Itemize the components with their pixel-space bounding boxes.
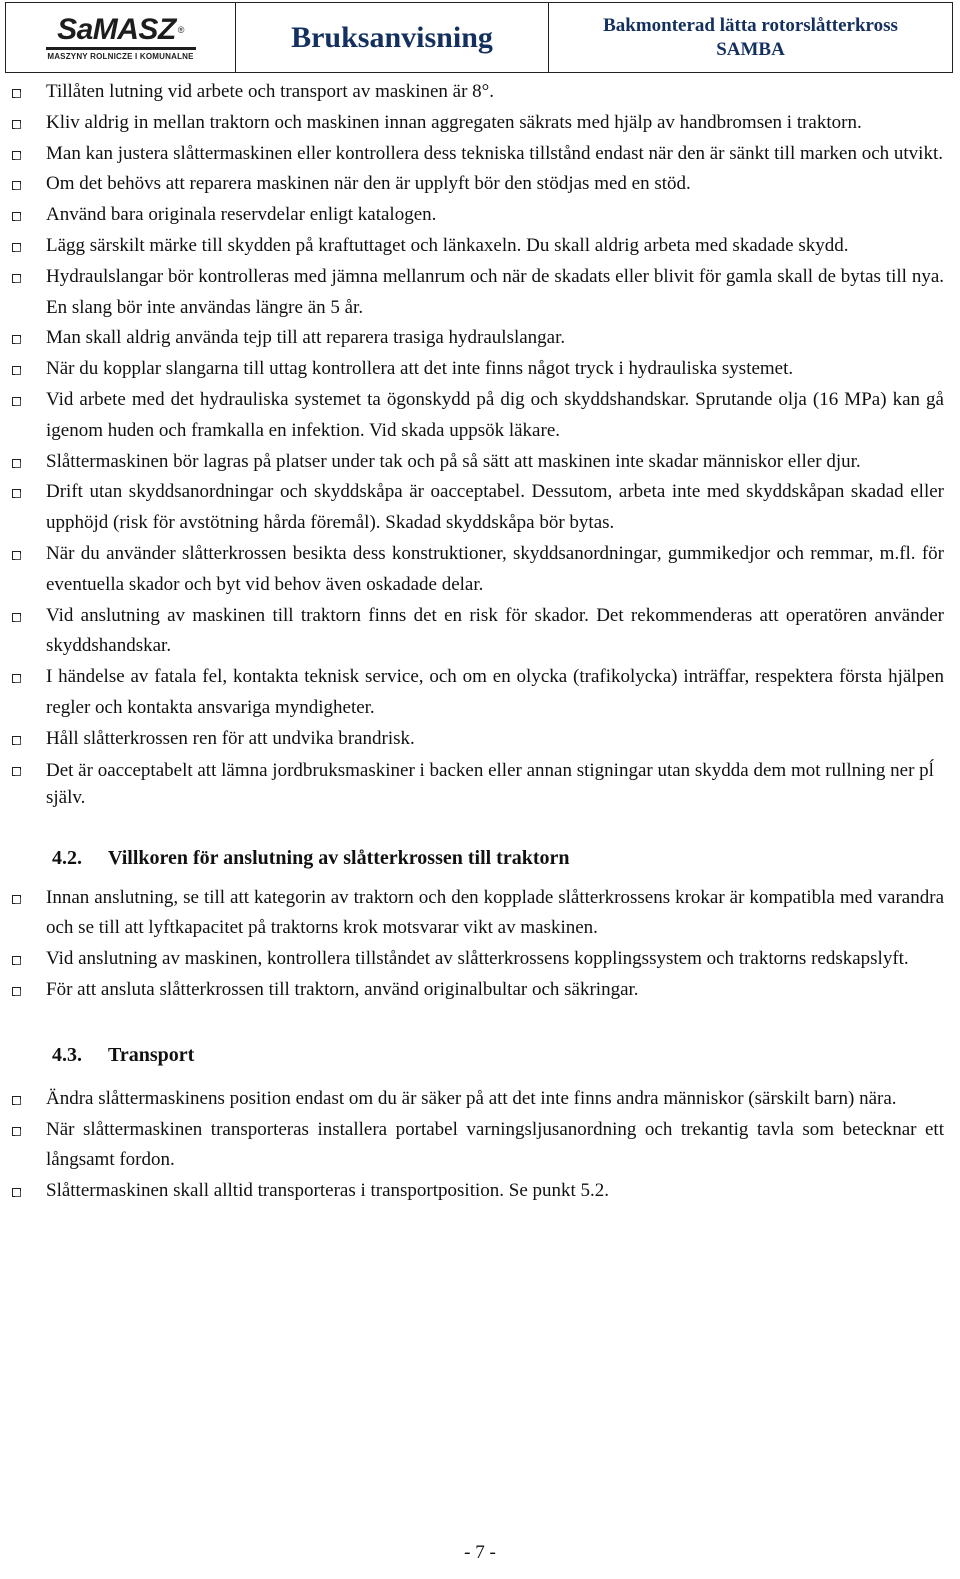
logo-subtext: MASZYNY ROLNICZE I KOMUNALNE: [47, 51, 194, 61]
checkbox-bullet-icon: [12, 956, 21, 965]
page-header: [5, 2, 953, 73]
list-item: Ändra slåttermaskinens position endast om du är säker på att det inte finns andra människor (särskilt barn) nära.: [0, 1084, 960, 1115]
checkbox-bullet-icon: [12, 335, 21, 344]
product-description: Bakmonterad lätta rotorslåtterkross: [603, 14, 898, 36]
checkbox-bullet-icon: [12, 120, 21, 129]
checkbox-bullet-icon: [12, 212, 21, 221]
checkbox-bullet-icon: [12, 489, 21, 498]
checkbox-bullet-icon: [12, 397, 21, 406]
checkbox-bullet-icon: [12, 767, 21, 776]
checkbox-bullet-icon: [12, 366, 21, 375]
product-model: SAMBA: [716, 38, 785, 60]
samasz-logo: [6, 3, 235, 72]
checkbox-bullet-icon: [12, 89, 21, 98]
document-title: Bruksanvisning: [291, 20, 493, 54]
page-number: - 7 -: [464, 1542, 496, 1563]
list-item: Slåttermaskinen skall alltid transporteras i transportposition. Se punkt 5.2.: [0, 1176, 960, 1207]
checkbox-bullet-icon: [12, 1127, 21, 1136]
list-item: Drift utan skyddsanordningar och skyddskåpa är oacceptabel. Dessutom, arbeta inte med skyddskåpan skadad eller upphöjd (risk för avstötning hårda föremål). Skadad skyddskåpa bör bytas.: [0, 477, 960, 539]
list-item: Man skall aldrig använda tejp till att reparera trasiga hydraulslangar.: [0, 323, 960, 354]
page-content: [0, 77, 960, 1207]
logo-underline: [46, 47, 196, 50]
checkbox-bullet-icon: [12, 181, 21, 190]
list-item: Innan anslutning, se till att kategorin av traktorn och den kopplade slåtterkrossens krokar är kompatibla med varandra och se till att lyftkapacitet på traktorns krok motsvarar vikt av maskinen.: [0, 883, 960, 945]
logo-text: SaMASZ: [57, 12, 176, 46]
list-item: Om det behövs att reparera maskinen när den är upplyft bör den stödjas med en stöd.: [0, 169, 960, 200]
list-item: När slåttermaskinen transporteras installera portabel varningsljusanordning och trekantig tavla som betecknar ett långsamt fordon.: [0, 1115, 960, 1177]
section-number: 4.3.: [52, 1043, 82, 1066]
list-item: Vid arbete med det hydrauliska systemet ta ögonskydd på dig och skyddshandskar. Sprutande olja (16 MPa) kan gå igenom huden och framkalla en infektion. Vid skada uppsök läkare.: [0, 385, 960, 447]
section-title: Villkoren för anslutning av slåtterkrossen till traktorn: [108, 846, 570, 869]
connection-list: [0, 883, 960, 1006]
list-item: Håll slåtterkrossen ren för att undvika brandrisk.: [0, 724, 960, 755]
list-item: Använd bara originala reservdelar enligt katalogen.: [0, 200, 960, 231]
list-item: Man kan justera slåttermaskinen eller kontrollera dess tekniska tillstånd endast när den är sänkt till marken och utvikt.: [0, 139, 960, 170]
transport-list: [0, 1084, 960, 1207]
list-item: Vid anslutning av maskinen till traktorn finns det en risk för skador. Det rekommenderas att operatören använder skyddshandskar.: [0, 601, 960, 663]
checkbox-bullet-icon: [12, 1096, 21, 1105]
checkbox-bullet-icon: [12, 151, 21, 160]
list-item: Vid anslutning av maskinen, kontrollera tillståndet av slåtterkrossens kopplingssystem och traktorns redskapslyft.: [0, 944, 960, 975]
list-item: Lägg särskilt märke till skydden på kraftuttaget och länkaxeln. Du skall aldrig arbeta med skadade skydd.: [0, 231, 960, 262]
section-number: 4.2.: [52, 846, 82, 869]
list-item: Hydraulslangar bör kontrolleras med jämna mellanrum och när de skadats eller blivit för gamla skall de bytas till nya. En slang bör inte användas längre än 5 år.: [0, 262, 960, 324]
checkbox-bullet-icon: [12, 613, 21, 622]
section-heading: [52, 1040, 960, 1070]
section-heading: [52, 843, 960, 873]
checkbox-bullet-icon: [12, 274, 21, 283]
checkbox-bullet-icon: [12, 551, 21, 560]
registered-icon: ®: [177, 24, 184, 35]
list-item: När du kopplar slangarna till uttag kontrollera att det inte finns något tryck i hydrauliska systemet.: [0, 354, 960, 385]
list-item: När du använder slåtterkrossen besikta dess konstruktioner, skyddsanordningar, gummikedjor och remmar, m.fl. för eventuella skador och byt vid behov även oskadade delar.: [0, 539, 960, 601]
list-item: I händelse av fatala fel, kontakta teknisk service, och om en olycka (trafikolycka) inträffar, respektera första hjälpen regler och kontakta ansvariga myndigheter.: [0, 662, 960, 724]
checkbox-bullet-icon: [12, 736, 21, 745]
list-item: Slåttermaskinen bör lagras på platser under tak och på så sätt att maskinen inte skadar människor eller djur.: [0, 447, 960, 478]
section-title: Transport: [108, 1043, 195, 1066]
list-item: Det är oacceptabelt att lämna jordbruksmaskiner i backen eller annan stigningar utan skydda dem mot rullning ner pĺ själv.: [0, 755, 960, 811]
checkbox-bullet-icon: [12, 243, 21, 252]
checkbox-bullet-icon: [12, 987, 21, 996]
document-title-cell: [235, 3, 548, 72]
checkbox-bullet-icon: [12, 674, 21, 683]
checkbox-bullet-icon: [12, 895, 21, 904]
list-item: Kliv aldrig in mellan traktorn och maskinen innan aggregaten säkrats med hjälp av handbromsen i traktorn.: [0, 108, 960, 139]
list-item: Tillåten lutning vid arbete och transport av maskinen är 8°.: [0, 77, 960, 108]
product-name-cell: [548, 3, 952, 72]
safety-list: [0, 77, 960, 811]
checkbox-bullet-icon: [12, 459, 21, 468]
checkbox-bullet-icon: [12, 1188, 21, 1197]
list-item: För att ansluta slåtterkrossen till traktorn, använd originalbultar och säkringar.: [0, 975, 960, 1006]
